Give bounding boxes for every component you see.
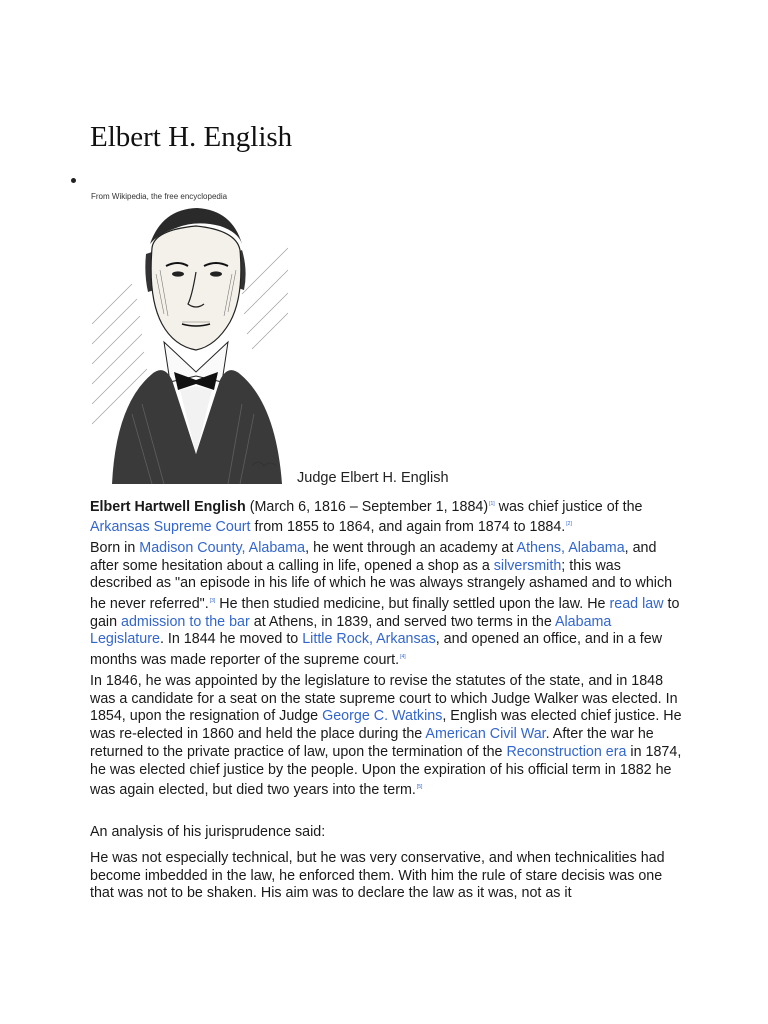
paragraph-quote: He was not especially technical, but he was very conservative, and when technicalities had become imbedded in the law, he enforced them. With him the rule of stare decisis was one that was not to be shaken. His aim was to declare the law as it was, not as it — [90, 850, 665, 902]
reference-link[interactable]: [5] — [416, 784, 423, 791]
text-span: at Athens, in 1839, and served two terms in the — [249, 613, 555, 630]
subject-name: Elbert Hartwell English — [90, 498, 246, 515]
link-george-watkins[interactable]: George C. Watkins — [322, 708, 443, 725]
link-american-civil-war[interactable]: American Civil War — [425, 726, 546, 743]
text-span: ; this was described as "an episode in his life of which he was always strangely ashamed and to which he never referred". — [90, 557, 673, 612]
link-little-rock[interactable]: Little Rock, Arkansas — [302, 631, 436, 648]
link-read-law[interactable]: read law — [609, 595, 664, 612]
link-athens-alabama[interactable]: Athens, Alabama — [516, 540, 625, 556]
text-span: , English was elected chief justice. He was re-elected in 1860 and held the place during the — [90, 708, 682, 743]
text-span: (March 6, 1816 – September 1, 1884) — [245, 498, 489, 515]
reference-link[interactable]: [2] — [566, 521, 572, 528]
text-span: to gain — [90, 595, 680, 630]
source-line: From Wikipedia, the free encyclopedia — [91, 192, 228, 201]
text-span: , and after some hesitation about a calling in life, opened a shop as a — [90, 540, 657, 574]
image-caption: Judge Elbert H. English — [297, 470, 449, 486]
paragraph-early-life — [90, 540, 682, 669]
text-span: He then studied medicine, but finally settled upon the law. He — [215, 595, 610, 612]
link-alabama-legislature[interactable]: Alabama Legislature — [90, 613, 612, 648]
paragraph-analysis-intro: An analysis of his jurisprudence said: — [90, 824, 326, 840]
text-span: . In 1844 he moved to — [159, 631, 303, 648]
text-span: was chief justice of the — [494, 498, 643, 515]
link-reconstruction-era[interactable]: Reconstruction era — [506, 743, 627, 760]
reference-link[interactable]: [1] — [489, 501, 495, 507]
link-admission-to-the-bar[interactable]: admission to the bar — [121, 613, 250, 630]
text-span: . After the war he returned to the private practice of law, upon the termination of the — [90, 726, 654, 760]
text-span: from 1855 to 1864, and again from 1874 to 1884. — [250, 519, 566, 536]
page-title: Elbert H. English — [90, 121, 293, 153]
link-madison-county[interactable]: Madison County, Alabama — [139, 540, 306, 556]
text-span: , he went through an academy at — [305, 540, 517, 556]
reference-link[interactable]: [3] — [209, 598, 216, 605]
text-span: In 1846, he was appointed by the legislature to revise the statutes of the state, and in 1848 was a candidate for a seat on the state supreme court to which Judge Walker was elected. In 1854, upon the resignation of Judge — [90, 673, 678, 725]
link-arkansas-supreme-court[interactable]: Arkansas Supreme Court — [90, 519, 251, 536]
link-silversmith[interactable]: silversmith — [493, 557, 562, 574]
text-span: , and opened an office, and in a few months was made reporter of the supreme court. — [90, 631, 663, 668]
paragraph-career — [90, 673, 682, 800]
paragraph-intro — [90, 496, 682, 537]
list-bullet — [71, 178, 76, 183]
reference-link[interactable]: [4] — [400, 653, 406, 660]
portrait-engraving — [92, 204, 288, 484]
text-span: Born in — [90, 540, 140, 556]
text-span: in 1874, he was elected chief justice by the people. Upon the expiration of his official term in 1882 he was again elected, but died two years into the term. — [90, 743, 682, 798]
